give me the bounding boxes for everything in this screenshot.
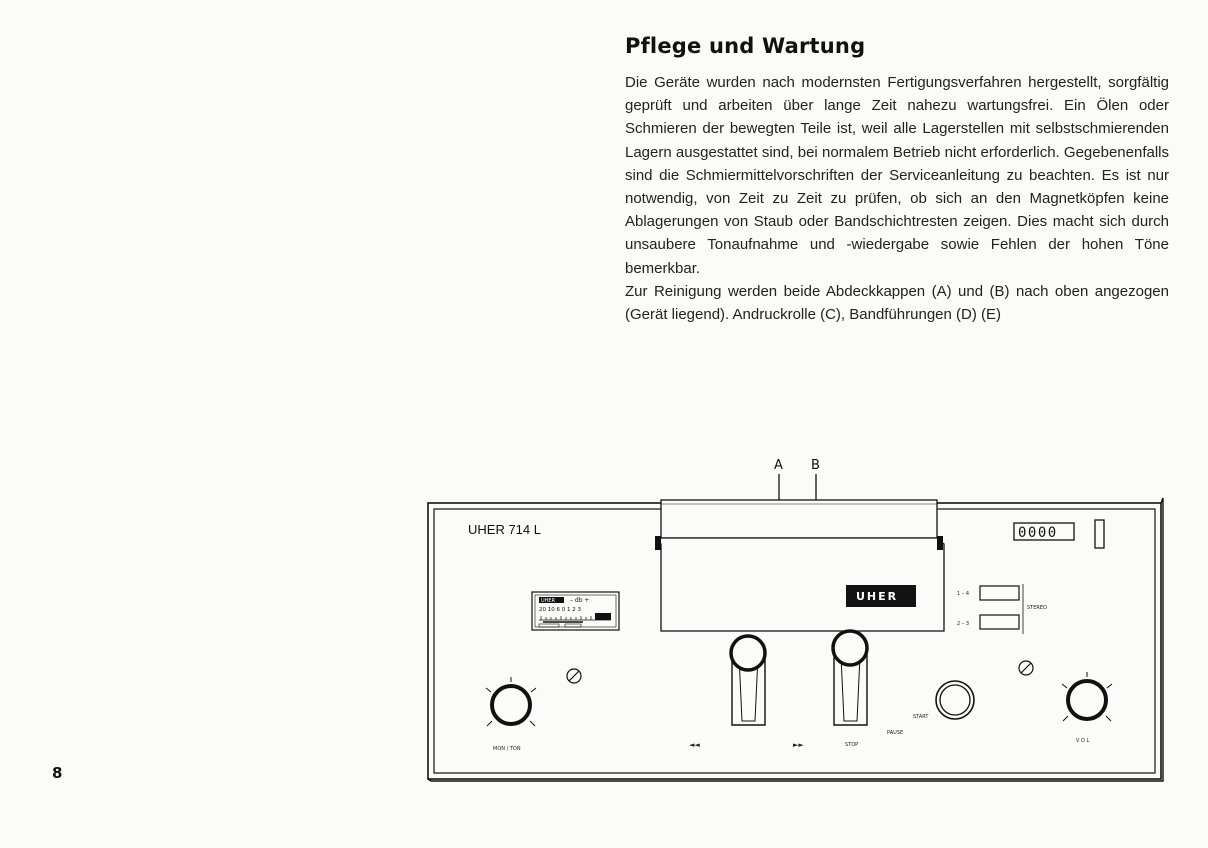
level-meter: [532, 592, 619, 630]
screw-right: [1019, 661, 1033, 675]
stereo-label: STEREO: [1027, 605, 1047, 611]
model-label: UHER 714 L: [468, 522, 541, 537]
page-title: Pflege und Wartung: [625, 34, 866, 58]
tape-counter-value: 0000: [1018, 525, 1058, 541]
body-text: [625, 71, 1169, 326]
rewind-lever: [731, 636, 765, 725]
cover-brand-badge: UHER: [856, 590, 899, 603]
vol-label: V O L: [1076, 738, 1090, 744]
start-label: START: [913, 714, 929, 720]
volume-knob: [1062, 672, 1112, 721]
tape-counter: [1014, 523, 1074, 541]
meter-db-label: – db +: [570, 597, 590, 604]
callout-a-label: A: [774, 458, 783, 473]
mon-ton-knob: [486, 677, 536, 726]
head-cover-a: [661, 500, 937, 538]
forward-label: ►►: [793, 741, 804, 749]
paragraph-1: Die Geräte wurden nach modernsten Fertigungsverfahren hergestellt, sorgfältig geprüft und arbeiten über lange Zeit nahezu wartungsfrei. Ein Ölen oder Schmieren der bewegten Teile ist, weil alle Lagerstellen mit selbstschmierenden Lagern ausgestattet sind, bei normalem Betrieb nicht erforderlich. Gegebenenfalls sind die Schmiermittelvorschriften der Serviceanleitung zu beachten. Es ist nur notwendig, von Zeit zu Zeit zu prüfen, ob sich an den Magnetköpfen keine Ablagerungen von Staub oder Bandschichtresten zeigen. Dies macht sich durch unsaubere Tonaufnahme und -wiedergabe sowie Fehlen der hohen Töne bemerkbar.: [625, 74, 1169, 277]
callout-b-label: B: [811, 458, 820, 473]
head-cover-b: [655, 536, 944, 631]
screw-left: [567, 669, 581, 683]
paragraph-2: Zur Reinigung werden beide Abdeckkappen (A) und (B) nach oben angezogen (Gerät liegend). Andruckrolle (C), Bandführungen (D) (E): [625, 282, 1169, 324]
meter-scale: 20 10 6 0 1 2 3: [539, 607, 581, 613]
stop-label: STOP: [845, 742, 859, 748]
pause-label: PAUSE: [887, 730, 904, 736]
page-number: 8: [52, 764, 63, 782]
mon-ton-label: MON / TON: [493, 746, 521, 752]
rewind-label: ◄◄: [689, 741, 700, 749]
track-1-4-label: 1 – 4: [957, 591, 970, 597]
start-button: [936, 681, 974, 719]
track-2-3-label: 2 – 3: [957, 621, 970, 627]
track-selector: [980, 584, 1023, 634]
tape-recorder-drawing: [425, 448, 1170, 788]
forward-lever: [833, 631, 867, 725]
counter-reset-button: [1095, 520, 1104, 548]
meter-brand: UHER: [541, 598, 556, 604]
tape-recorder-illustration: [425, 448, 1170, 788]
